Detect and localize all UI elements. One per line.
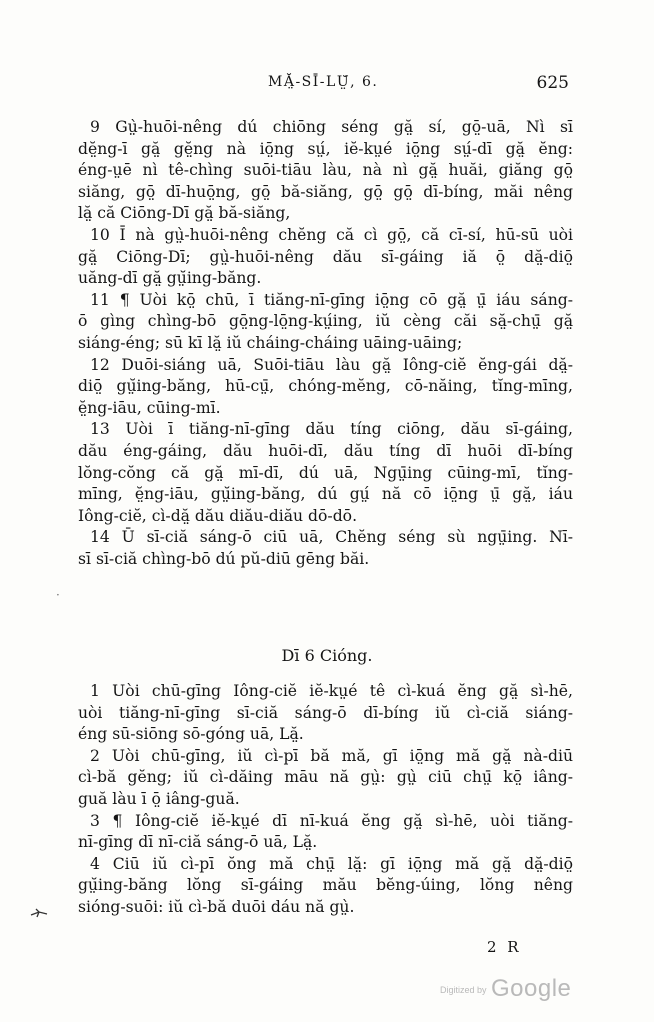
- digitized-watermark: [440, 975, 571, 1003]
- google-logo: Google: [490, 975, 572, 1002]
- verse-block-bottom: [78, 681, 573, 919]
- text-line: sī sī-ciă chìng-bō dú pŭ-diū gēng băi.: [78, 549, 370, 568]
- text-line: uòi tiăng-nī-gīng sī-ciă sáng-ō dī-bíng iŭ cì-ciă siáng-: [78, 703, 573, 722]
- text-line: lŏng-cŏng că gă̤ mī-dī, dú uā, Ngṳ̄ing cūing-mī, tĭng-: [78, 463, 573, 482]
- text-line: siáng-éng; sū kī lă̤ iŭ cháing-cháing uāing-uāing;: [78, 333, 463, 352]
- signature-mark: 2 R: [487, 938, 522, 956]
- text-line: sióng-suōi: iŭ cì-bă duōi dáu nă gṳ̀.: [78, 897, 355, 916]
- page-header: [78, 74, 573, 96]
- text-line: mīng, ĕ̤ng-iāu, gṳ̆ing-băng, dú gṳ́ nă cō iō̤ng ṳ̄ gă̤, iáu: [78, 485, 573, 504]
- text-line: gă̤ Ciōng-Dī; gṳ̀-huōi-nêng dău sī-gáing iă ō̤ dă̤-diō̤: [78, 247, 573, 266]
- text-line: lă̤ că Ciōng-Dī gă̤ bă-siăng,: [78, 204, 291, 223]
- text-line: 1 Uòi chū-gīng Iông-ciĕ iĕ-kṳé tê cì-kuá ĕng gă̤ sì-hē,: [90, 682, 573, 700]
- text-line: 3 ¶ Iông-ciĕ iĕ-kṳé dī nī-kuá ĕng gă̤ sì-hē, uòi tiăng-: [90, 811, 573, 830]
- text-line: ĕ̤ng-iāu, cūing-mī.: [78, 398, 221, 417]
- text-line: ō gìng chìng-bō gō̤ng-lō̤ng-kṳ́ing, iŭ cèng căi să̤-chṳ̄ gă̤: [78, 312, 573, 331]
- text-line: éng-ṳē nì tê-chìng suōi-tiāu làu, nà nì gă̤ huăi, giăng gō̤: [78, 161, 573, 180]
- text-line: 11 ¶ Uòi kō̤ chū, ī tiăng-nī-gīng iō̤ng cō gă̤ ṳ̄ iáu sáng-: [90, 290, 573, 309]
- text-line: guă làu ī ō̤ iâng-guă.: [78, 789, 240, 808]
- text-line: Iông-ciĕ, cì-dă̤ dău diău-diău dō-dō.: [78, 506, 358, 525]
- running-title: MĂ̤-SĪ-LṲ̆, 6.: [268, 74, 379, 90]
- text-line: nī-gīng dī nī-ciă sáng-ō uā, Lă̤.: [78, 833, 318, 852]
- verse-block-top: [78, 117, 573, 570]
- watermark-prefix: Digitized by: [440, 985, 487, 995]
- page-number: 625: [536, 73, 569, 93]
- text-line: 4 Ciū iŭ cì-pī ŏng mă chṳ̄ lă̤: gī iō̤ng mă gă̤ dă̤-diō̤: [90, 854, 573, 873]
- margin-dot-mark: ·: [56, 588, 60, 602]
- text-line: 13 Uòi ī tiăng-nī-gīng dău tíng ciōng, dău sī-gáing,: [90, 420, 573, 439]
- text-line: uăng-dī gă̤ gṳ̆ing-băng.: [78, 269, 262, 288]
- text-line: diō̤ gṳ̆ing-băng, hū-cṳ̄, chóng-mĕng, cō-năing, tĭng-mīng,: [78, 377, 573, 396]
- text-line: 12 Duōi-siáng uā, Suōi-tiāu làu gă̤ Iông-ciĕ ĕng-gái dă̤-: [90, 355, 573, 374]
- text-line: 2 Uòi chū-gīng, iŭ cì-pī bă mă, gī iō̤ng mă gă̤ nà-diū: [90, 746, 573, 765]
- text-line: siăng, gō̤ dī-huō̤ng, gō̤ bă-siăng, gō̤ gō̤ dī-bíng, măi nêng: [78, 182, 573, 201]
- text-line: 14 Ū sī-ciă sáng-ō ciū uā, Chĕng séng sù ngṳ̄ing. Nī-: [90, 528, 573, 547]
- text-line: 9 Gṳ̀-huōi-nêng dú chiōng séng gă̤ sí, gō̤-uā, Nì sī: [90, 118, 573, 136]
- text-line: dĕ̤ng-ī gă̤ gĕ̤ng nà iō̤ng sṳ́, iĕ-kṳé iō̤ng sṳ́-dī gă̤ ĕng:: [78, 139, 573, 158]
- chapter-heading: Dī 6 Cióng.: [281, 646, 373, 665]
- text-line: dău éng-gáing, dău huōi-dī, dău tíng dī huōi dī-bíng: [78, 441, 573, 460]
- text-line: éng sū-siōng sō-góng uā, Lă̤.: [78, 725, 304, 744]
- margin-pen-mark-icon: [30, 905, 48, 919]
- text-line: cì-bă gĕng; iŭ cì-dăing māu nă gṳ̀: gṳ̀ ciū chṳ̄ kō̤ iâng-: [78, 768, 573, 787]
- text-line: 10 Ī nà gṳ̀-huōi-nêng chĕng că cì gō̤, că cī-sí, hū-sū uòi: [90, 225, 573, 244]
- text-line: gṳ̆ing-băng lŏng sī-gáing mău bĕng-úing, lŏng nêng: [78, 876, 573, 895]
